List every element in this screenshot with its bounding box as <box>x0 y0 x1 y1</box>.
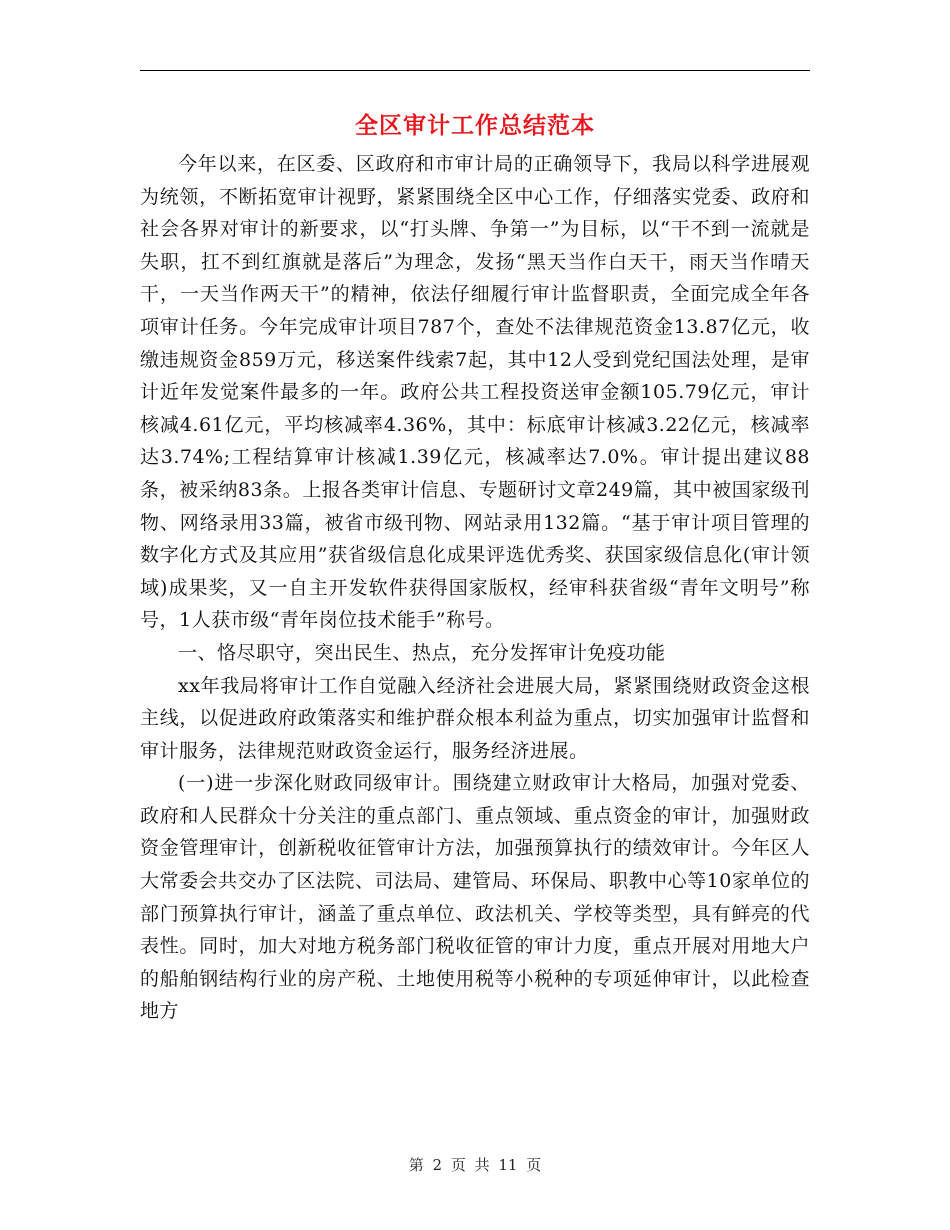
paragraph-section-1: xx年我局将审计工作自觉融入经济社会进展大局，紧紧围绕财政资金这根主线，以促进政府政策落实和维护群众根本利益为重点，切实加强审计监督和审计服务，法律规范财政资金运行，服务经济进展。 <box>140 674 810 762</box>
document-body <box>140 148 810 1028</box>
paragraph-intro: 今年以来，在区委、区政府和市审计局的正确领导下，我局以科学进展观为统领，不断拓宽审计视野，紧紧围绕全区中心工作，仔细落实党委、政府和社会各界对审计的新要求，以“打头牌、争第一”为目标，以“干不到一流就是失职，扛不到红旗就是落后”为理念，发扬“黑天当作白天干，雨天当作晴天干，一天当作两天干”的精神，依法仔细履行审计监督职责，全面完成全年各项审计任务。今年完成审计项目787个，查处不法律规范资金13.87亿元，收缴违规资金859万元，移送案件线索7起，其中12人受到党纪国法处理，是审计近年发觉案件最多的一年。政府公共工程投资送审金额105.79亿元，审计核减4.61亿元，平均核减率4.36%，其中：标底审计核减3.22亿元，核减率达3.74%;工程结算审计核减1.39亿元，核减率达7.0%。审计提出建议88条，被采纳83条。上报各类审计信息、专题研讨文章249篇，其中被国家级刊物、网络录用33篇，被省市级刊物、网站录用132篇。“基于审计项目管理的数字化方式及其应用”获省级信息化成果评选优秀奖、获国家级信息化(审计领域)成果奖，又一自主开发软件获得国家版权，经审科获省级“青年文明号”称号，1人获市级“青年岗位技术能手”称号。 <box>140 153 810 632</box>
page-number: 第 2 页 共 11 页 <box>408 1156 542 1174</box>
header-rule <box>140 70 810 71</box>
paragraph-subsection-1: (一)进一步深化财政同级审计。围绕建立财政审计大格局，加强对党委、政府和人民群众十分关注的重点部门、重点领域、重点资金的审计，加强财政资金管理审计，创新税收征管审计方法，加强预算执行的绩效审计。今年区人大常委会共交办了区法院、司法局、建管局、环保局、职教中心等10家单位的部门预算执行审计，涵盖了重点单位、政法机关、学校等类型，具有鲜亮的代表性。同时，加大对地方税务部门税收征管的审计力度，重点开展对用地大户的船舶钢结构行业的房产税、土地使用税等小税种的专项延伸审计，以此检查地方 <box>140 772 810 1023</box>
section-heading-1: 一、恪尽职守，突出民生、热点，充分发挥审计免疫功能 <box>178 641 666 664</box>
document-title: 全区审计工作总结范本 <box>355 113 595 139</box>
